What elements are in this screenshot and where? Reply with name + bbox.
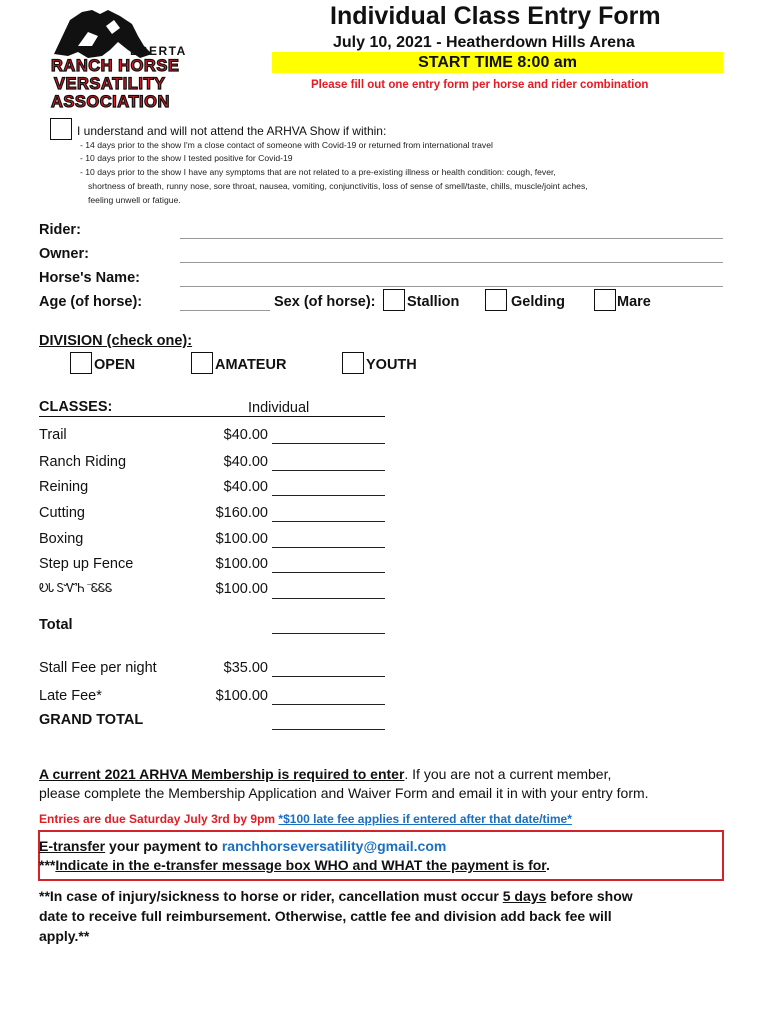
age-field[interactable] (180, 310, 270, 311)
rider-field[interactable] (180, 238, 723, 239)
cancellation-line2: date to receive full reimbursement. Otherwise, cattle fee and division add back fee will (39, 908, 612, 924)
division-label: DIVISION (check one): (39, 333, 193, 349)
form-title: Individual Class Entry Form (330, 2, 661, 30)
mare-checkbox[interactable] (594, 289, 616, 311)
individual-column-header: Individual (248, 400, 310, 416)
class-name: Boxing (39, 531, 84, 547)
youth-checkbox[interactable] (342, 352, 364, 374)
class-amount-field[interactable] (272, 598, 385, 599)
rider-label: Rider: (39, 222, 81, 238)
stallion-checkbox[interactable] (383, 289, 405, 311)
logo-line-2: VERSATILITY (54, 75, 166, 93)
class-price: $100.00 (215, 531, 268, 547)
grand-total-amount-field[interactable] (272, 729, 385, 730)
logo-line-1: RANCH HORSE (51, 57, 180, 75)
total-amount-field[interactable] (272, 633, 385, 634)
classes-header-rule (39, 416, 385, 417)
covid-bullet-cont: feeling unwell or fatigue. (88, 195, 181, 205)
class-amount-field[interactable] (272, 547, 385, 548)
entry-notice: Please fill out one entry form per horse and rider combination (311, 79, 649, 91)
class-price: $40.00 (223, 454, 268, 470)
deadline-notice (39, 812, 572, 826)
stall-fee-price: $35.00 (223, 660, 268, 676)
amateur-label: AMATEUR (215, 357, 287, 373)
class-price: $100.00 (215, 581, 268, 597)
late-fee-label: Late Fee* (39, 688, 102, 704)
youth-label: YOUTH (366, 357, 417, 373)
deadline-text: Entries are due Saturday July 3rd by 9pm (39, 812, 279, 826)
covid-bullet: - 14 days prior to the show I'm a close contact of someone with Covid-19 or returned from international travel (80, 140, 493, 150)
class-amount-field[interactable] (272, 572, 385, 573)
etransfer-note-prefix: *** (39, 857, 56, 873)
horse-name-field[interactable] (180, 286, 723, 287)
etransfer-email-link[interactable]: ranchhorseversatility@gmail.com (221, 838, 447, 854)
etransfer-note-line (39, 857, 550, 873)
class-amount-field[interactable] (272, 495, 385, 496)
cancellation-policy (39, 888, 633, 904)
class-name: Reining (39, 479, 89, 495)
logo-line-3: ASSOCIATION (51, 93, 170, 111)
etransfer-label: E-transfer (39, 838, 106, 854)
age-label: Age (of horse): (39, 294, 143, 310)
membership-notice (39, 766, 611, 782)
horse-name-label: Horse's Name: (39, 270, 140, 286)
event-date-venue: July 10, 2021 - Heatherdown Hills Arena (333, 34, 635, 51)
mare-label: Mare (617, 294, 651, 310)
class-amount-field[interactable] (272, 521, 385, 522)
covid-bullet: - 10 days prior to the show I have any symptoms that are not related to a pre-existing illness or health condition: cough, fever, (80, 167, 556, 177)
class-name: Cutting (39, 505, 85, 521)
late-fee-amount-field[interactable] (272, 704, 385, 705)
class-price: $100.00 (215, 556, 268, 572)
owner-field[interactable] (180, 262, 723, 263)
cancellation-line3: apply.** (39, 928, 90, 944)
start-time-banner: START TIME 8:00 am (272, 52, 723, 73)
stallion-label: Stallion (407, 294, 460, 310)
class-price: $40.00 (223, 479, 268, 495)
open-checkbox[interactable] (70, 352, 92, 374)
class-price: $160.00 (215, 505, 268, 521)
class-price: $40.00 (223, 427, 268, 443)
cancel-days: 5 days (502, 888, 547, 904)
cancel-text-2: before show (546, 888, 633, 904)
logo-alberta-text: LBERTA (130, 44, 187, 58)
gelding-label: Gelding (511, 294, 565, 310)
amateur-checkbox[interactable] (191, 352, 213, 374)
arhva-logo (48, 6, 198, 110)
gelding-checkbox[interactable] (485, 289, 507, 311)
class-name: Trail (39, 427, 67, 443)
stall-fee-amount-field[interactable] (272, 676, 385, 677)
class-name: Step up Fence (39, 556, 134, 572)
late-fee-link[interactable]: *$100 late fee applies if entered after that date/time* (278, 812, 572, 826)
class-name: Ranch Riding (39, 454, 127, 470)
membership-requirement: A current 2021 ARHVA Membership is required to enter (39, 766, 405, 782)
covid-intro-text: I understand and will not attend the ARHVA Show if within: (77, 124, 387, 138)
late-fee-price: $100.00 (215, 688, 268, 704)
total-label: Total (39, 617, 73, 633)
open-label: OPEN (94, 357, 136, 373)
etransfer-note: Indicate in the e-transfer message box WHO and WHAT the payment is for (55, 857, 546, 873)
stall-fee-label: Stall Fee per night (39, 660, 157, 676)
covid-acknowledge-checkbox[interactable] (50, 118, 72, 140)
membership-rest: . If you are not a current member, (404, 766, 612, 782)
covid-bullet: - 10 days prior to the show I tested positive for Covid-19 (80, 153, 293, 163)
cancel-text-1: **In case of injury/sickness to horse or rider, cancellation must occur (39, 888, 503, 904)
class-amount-field[interactable] (272, 470, 385, 471)
classes-header: CLASSES: (39, 399, 113, 415)
class-amount-field[interactable] (272, 443, 385, 444)
membership-notice-line2: please complete the Membership Application and Waiver Form and email it in with your entry form. (39, 785, 649, 801)
owner-label: Owner: (39, 246, 89, 262)
etransfer-text: your payment to (105, 838, 222, 854)
class-name-garbled: ᎧᏓ ᏚᏉᏂ ⁻ᏋᏋᏋ (39, 581, 112, 595)
sex-label: Sex (of horse): (274, 294, 376, 310)
etransfer-line (39, 838, 446, 854)
covid-bullet-cont: shortness of breath, runny nose, sore throat, nausea, vomiting, conjunctivitis, loss of sense of smell/taste, chills, muscle/joint aches, (88, 181, 588, 191)
grand-total-label: GRAND TOTAL (39, 712, 144, 728)
etransfer-note-end: . (545, 857, 550, 873)
